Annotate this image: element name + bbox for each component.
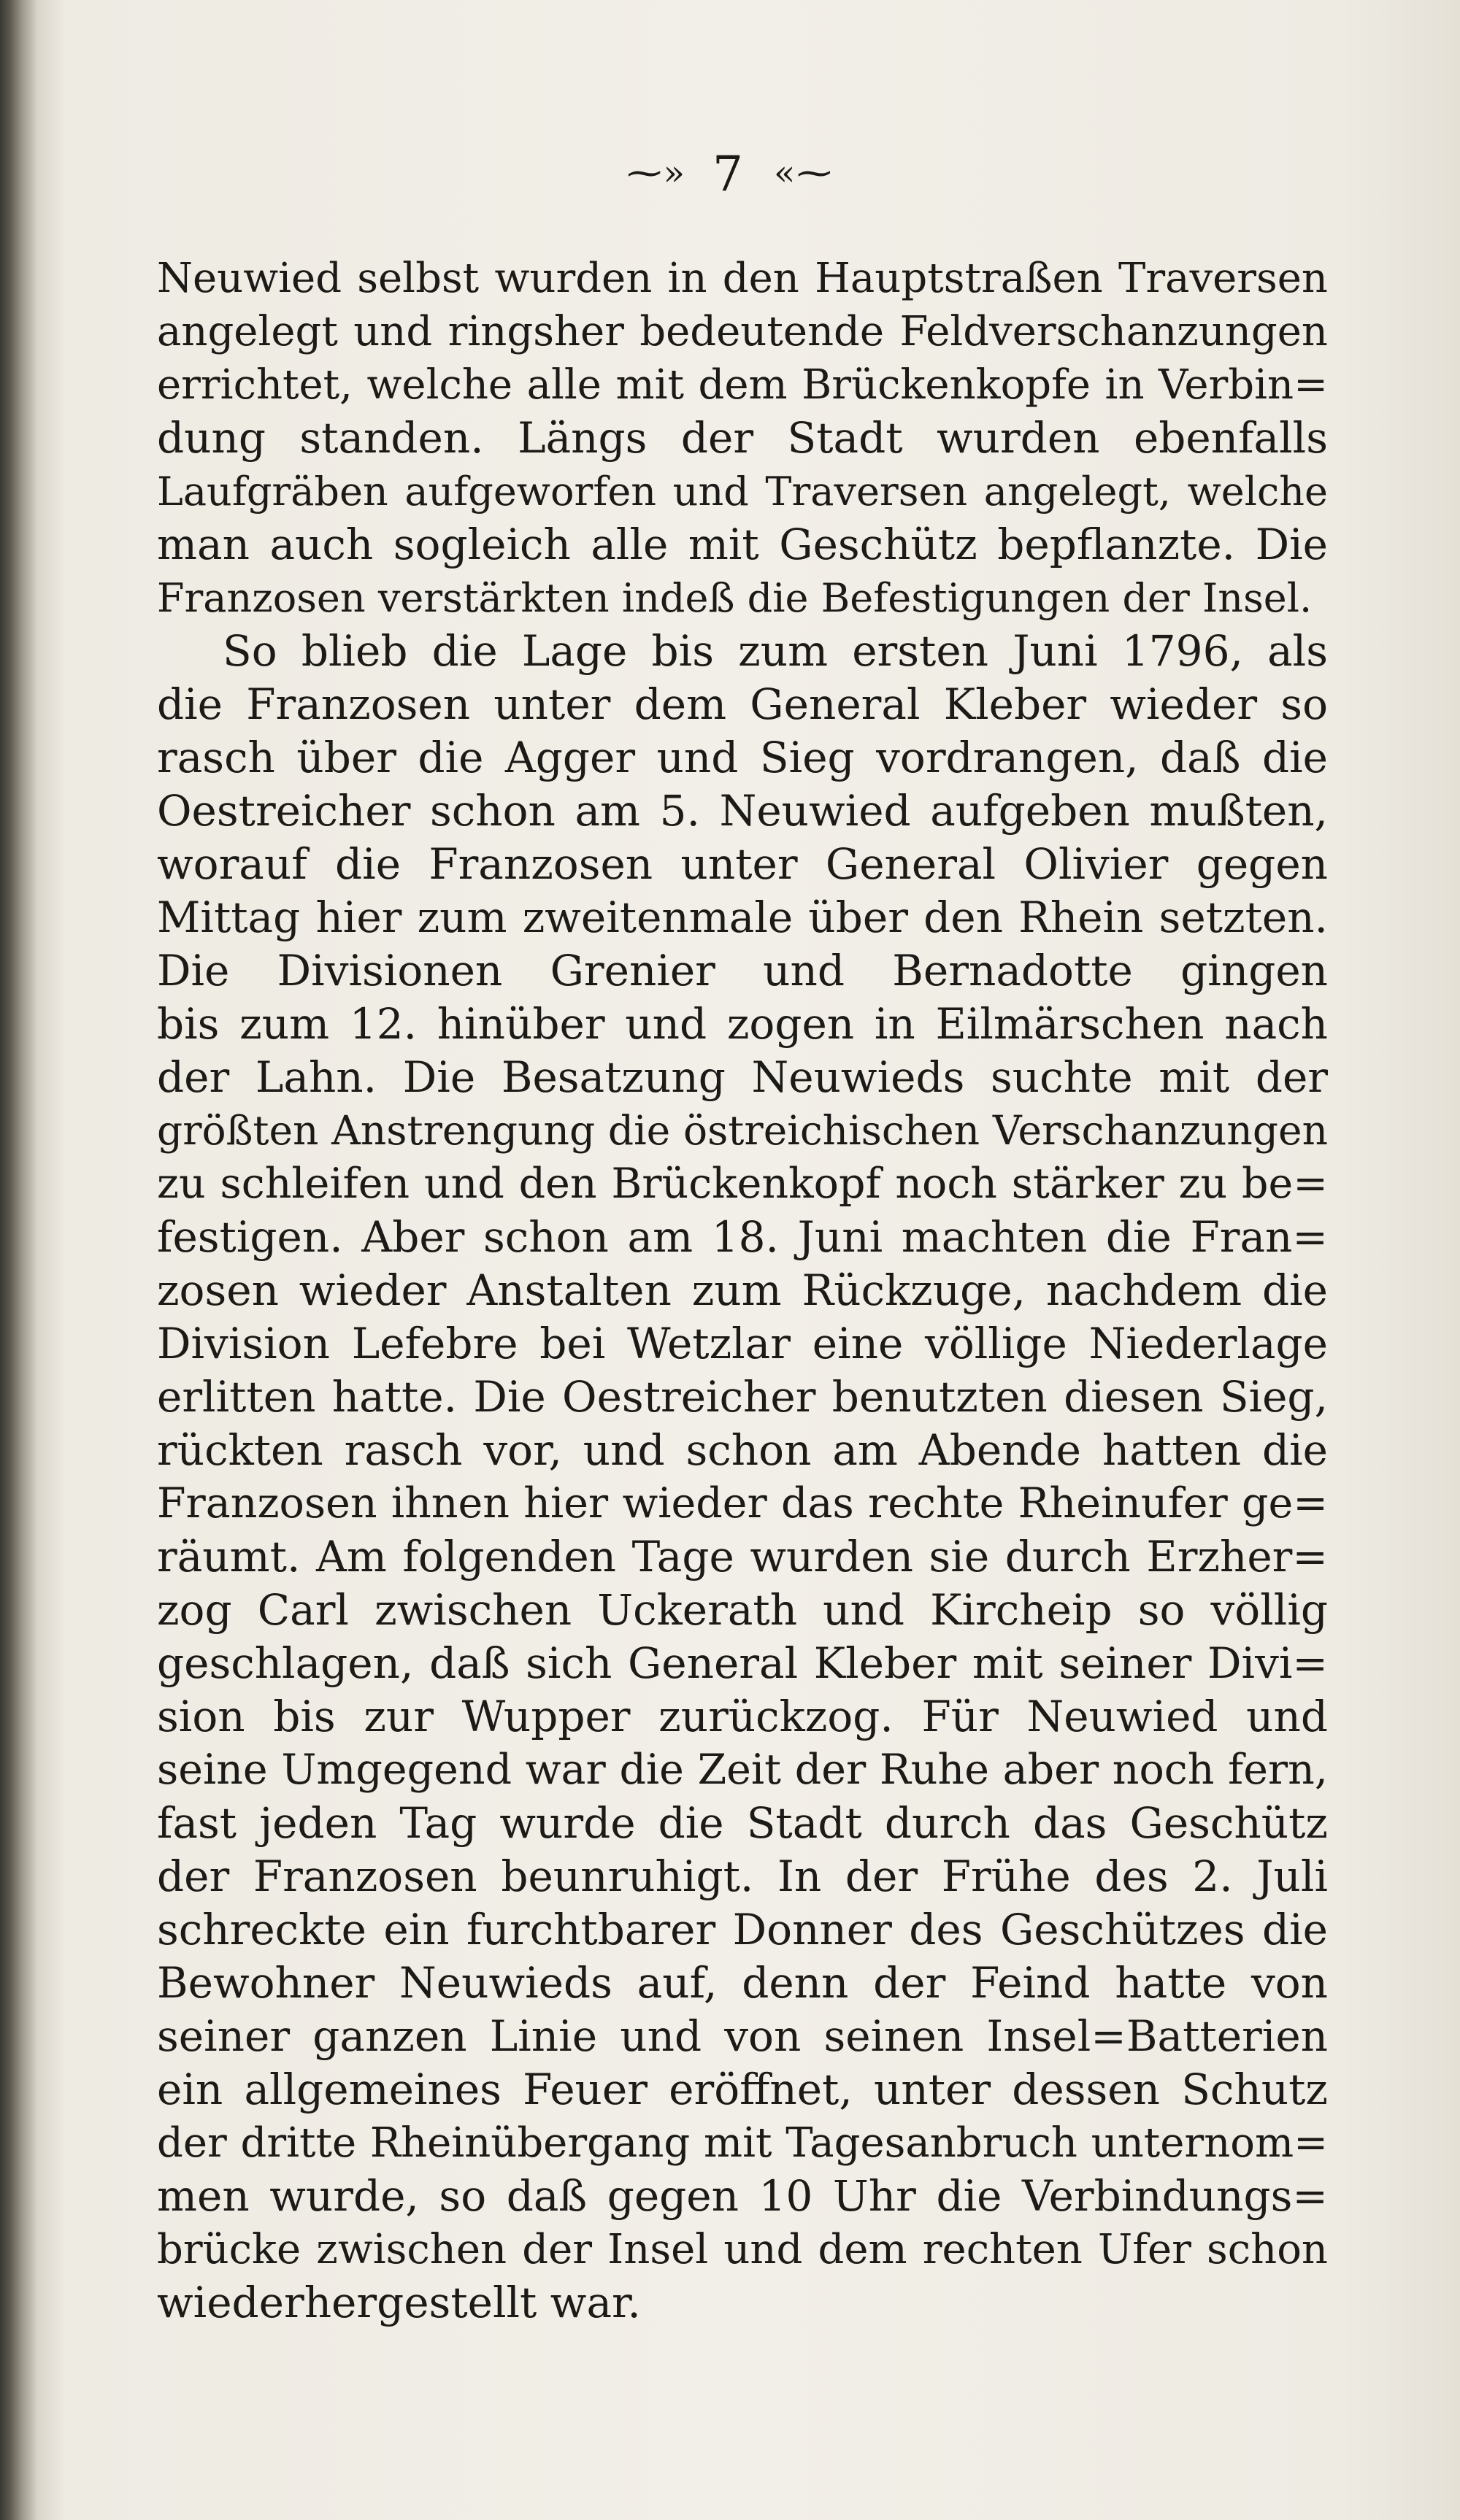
text-line: bis zum 12. hinüber und zogen in Eilmärschen nach bbox=[157, 999, 1328, 1049]
text-line: So blieb die Lage bis zum ersten Juni 1796, als bbox=[223, 626, 1328, 676]
text-line: dung standen. Längs der Stadt wurden ebenfalls bbox=[157, 413, 1328, 463]
text-line: größten Anstrengung die östreichischen Verschanzungen bbox=[157, 1107, 1328, 1154]
text-line: der Lahn. Die Besatzung Neuwieds suchte mit der bbox=[157, 1052, 1328, 1102]
text-line: rückten rasch vor, und schon am Abende hatten die bbox=[157, 1425, 1328, 1475]
text-line: men wurde, so daß gegen 10 Uhr die Verbindungs= bbox=[157, 2171, 1328, 2221]
ornament-right: «⁓ bbox=[774, 153, 834, 193]
text-line: Neuwied selbst wurden in den Hauptstraßen Traversen bbox=[157, 255, 1328, 302]
text-line: zog Carl zwischen Uckerath und Kircheip so völlig bbox=[157, 1585, 1328, 1635]
ornament-left: ⁓» bbox=[626, 153, 686, 193]
text-line: Oestreicher schon am 5. Neuwied aufgeben mußten, bbox=[157, 786, 1328, 836]
text-line: fast jeden Tag wurde die Stadt durch das Geschütz bbox=[157, 1798, 1328, 1848]
text-line: seine Umgegend war die Zeit der Ruhe aber noch fern, bbox=[157, 1746, 1328, 1794]
text-line: festigen. Aber schon am 18. Juni machten die Fran= bbox=[157, 1212, 1328, 1262]
text-line: der Franzosen beunruhigt. In der Frühe des 2. Juli bbox=[157, 1852, 1328, 1901]
text-line: worauf die Franzosen unter General Olivier gegen bbox=[157, 839, 1328, 889]
body-text bbox=[157, 252, 1328, 2330]
page-header bbox=[0, 146, 1460, 202]
text-line: Die Divisionen Grenier und Bernadotte gingen bbox=[157, 946, 1328, 995]
text-line: erlitten hatte. Die Oestreicher benutzten diesen Sieg, bbox=[157, 1372, 1328, 1422]
text-line: Franzosen verstärkten indeß die Befestigungen der Insel. bbox=[157, 575, 1313, 621]
text-line: zosen wieder Anstalten zum Rückzuge, nachdem die bbox=[157, 1265, 1328, 1315]
text-line: Division Lefebre bei Wetzlar eine völlige Niederlage bbox=[157, 1319, 1328, 1368]
text-line: angelegt und ringsher bedeutende Feldverschanzungen bbox=[157, 308, 1328, 355]
text-line: der dritte Rheinübergang mit Tagesanbruch unternom= bbox=[157, 2119, 1328, 2167]
text-line: wiederhergestellt war. bbox=[157, 2278, 641, 2327]
text-line: Laufgräben aufgeworfen und Traversen angelegt, welche bbox=[157, 469, 1328, 515]
text-line: Bewohner Neuwieds auf, denn der Feind hatte von bbox=[157, 1958, 1328, 2008]
text-line: Mittag hier zum zweitenmale über den Rhein setzten. bbox=[157, 893, 1328, 942]
text-line: rasch über die Agger und Sieg vordrangen, daß die bbox=[157, 733, 1328, 782]
text-line: ein allgemeines Feuer eröffnet, unter dessen Schutz bbox=[157, 2065, 1328, 2114]
text-line: Franzosen ihnen hier wieder das rechte Rheinufer ge= bbox=[157, 1479, 1328, 1527]
text-line: zu schleifen und den Brückenkopf noch stärker zu be= bbox=[157, 1160, 1328, 1208]
page-number: 7 bbox=[712, 146, 748, 202]
text-line: sion bis zur Wupper zurückzog. Für Neuwied und bbox=[157, 1692, 1328, 1741]
text-line: brücke zwischen der Insel und dem rechten Ufer schon bbox=[157, 2226, 1328, 2273]
text-line: schreckte ein furchtbarer Donner des Geschützes die bbox=[157, 1905, 1328, 1954]
text-line: errichtet, welche alle mit dem Brückenkopfe in Verbin= bbox=[157, 361, 1328, 409]
text-line: räumt. Am folgenden Tage wurden sie durch Erzher= bbox=[157, 1532, 1328, 1581]
text-line: seiner ganzen Linie und von seinen Insel=Batterien bbox=[157, 2011, 1328, 2061]
text-line: geschlagen, daß sich General Kleber mit seiner Divi= bbox=[157, 1638, 1328, 1688]
text-line: man auch sogleich alle mit Geschütz bepflanzte. Die bbox=[157, 520, 1328, 569]
text-line: die Franzosen unter dem General Kleber wieder so bbox=[157, 679, 1328, 729]
